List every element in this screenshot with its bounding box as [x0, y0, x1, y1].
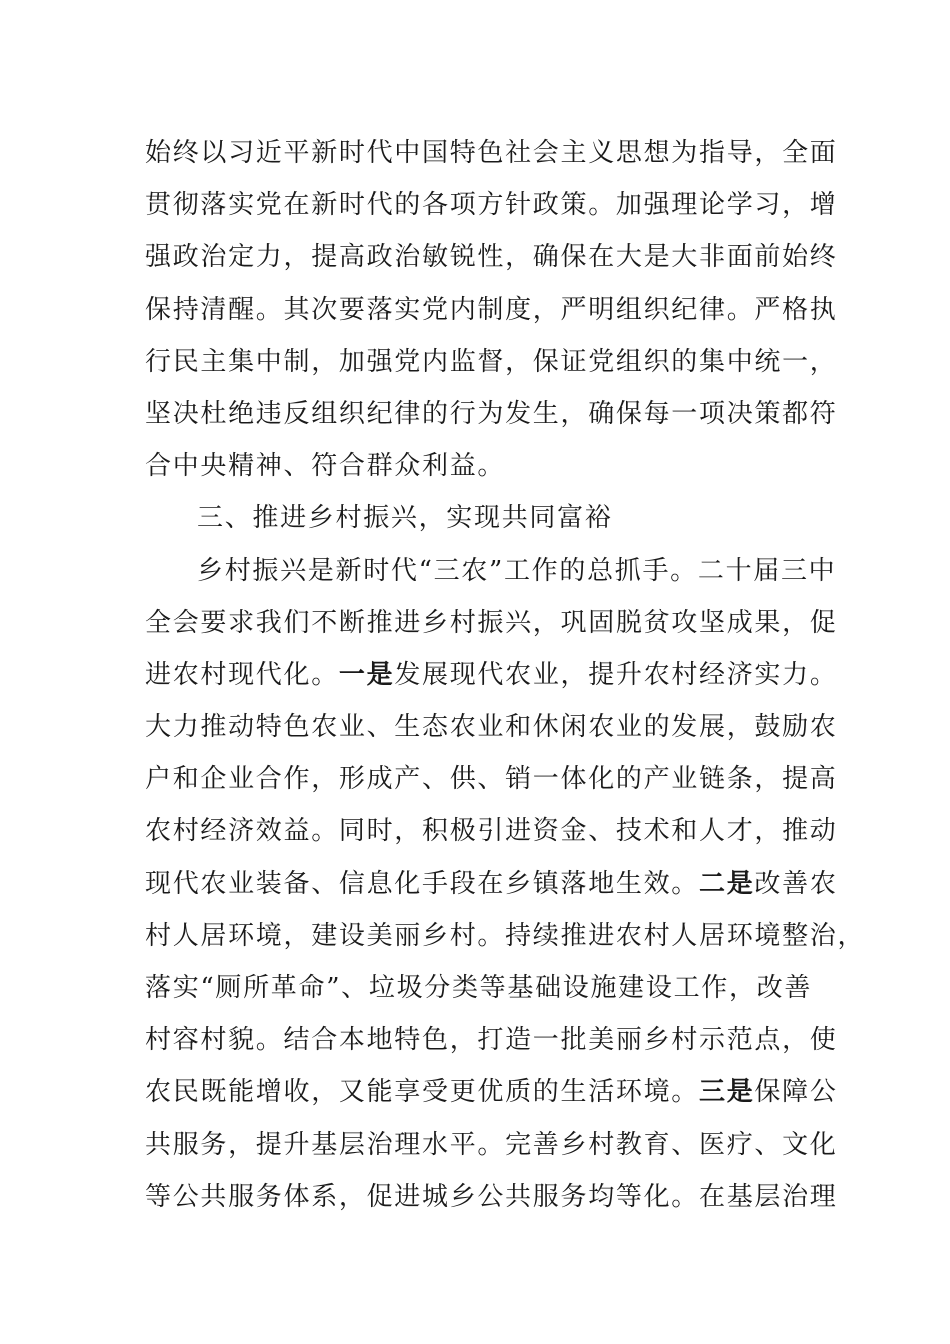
text-line: 大力推动特色农业、生态农业和休闲农业的发展，鼓励农: [145, 712, 838, 743]
text-line: 贯彻落实党在新时代的各项方针政策。加强理论学习，增: [145, 190, 838, 221]
text-line: [145, 858, 838, 910]
text-segment: 现代农业装备、信息化手段在乡镇落地生效。: [145, 868, 700, 899]
text-line: 全会要求我们不断推进乡村振兴，巩固脱贫攻坚成果，促: [145, 607, 838, 638]
text-line: 村容村貌。结合本地特色，打造一批美丽乡村示范点，使: [145, 1025, 838, 1056]
text-segment: 保障公: [754, 1077, 838, 1108]
text-line: 行民主集中制，加强党内监督，保证党组织的集中统一，: [145, 346, 838, 377]
text-segment: 进农村现代化。: [145, 659, 339, 690]
text-line: [145, 649, 838, 701]
text-line: 共服务，提升基层治理水平。完善乡村教育、医疗、文化: [145, 1129, 838, 1160]
text-line: 落实“厕所革命”、垃圾分类等基础设施建设工作，改善: [145, 973, 813, 1003]
text-segment: 改善农: [754, 868, 838, 899]
point-marker: 二是: [699, 868, 755, 899]
text-line: 村人居环境，建设美丽乡村。持续推进农村人居环境整治，: [145, 920, 866, 951]
text-line: 等公共服务体系，促进城乡公共服务均等化。在基层治理: [145, 1181, 838, 1212]
text-line: 坚决杜绝违反组织纪律的行为发生，确保每一项决策都符: [145, 398, 838, 429]
text-line: 合中央精神、符合群众利益。: [145, 451, 506, 482]
text-line: [145, 1066, 838, 1118]
body-text: [145, 127, 866, 1223]
text-line: 乡村振兴是新时代“三农”工作的总抓手。二十届三中: [197, 555, 837, 586]
text-line: 强政治定力，提高政治敏锐性，确保在大是大非面前始终: [145, 242, 838, 273]
text-line: 户和企业合作，形成产、供、销一体化的产业链条，提高: [145, 764, 838, 795]
point-marker: 一是: [338, 659, 395, 690]
text-line: 保持清醒。其次要落实党内制度，严明组织纪律。严格执: [145, 294, 838, 325]
text-segment: 发展现代农业，提升农村经济实力。: [394, 659, 838, 690]
section-heading: 三、推进乡村振兴，实现共同富裕: [197, 503, 613, 534]
text-line: 农村经济效益。同时，积极引进资金、技术和人才，推动: [145, 816, 838, 847]
text-line: 始终以习近平新时代中国特色社会主义思想为指导，全面: [145, 138, 838, 168]
point-marker: 三是: [699, 1077, 755, 1108]
text-segment: 农民既能增收，又能享受更优质的生活环境。: [145, 1077, 700, 1108]
